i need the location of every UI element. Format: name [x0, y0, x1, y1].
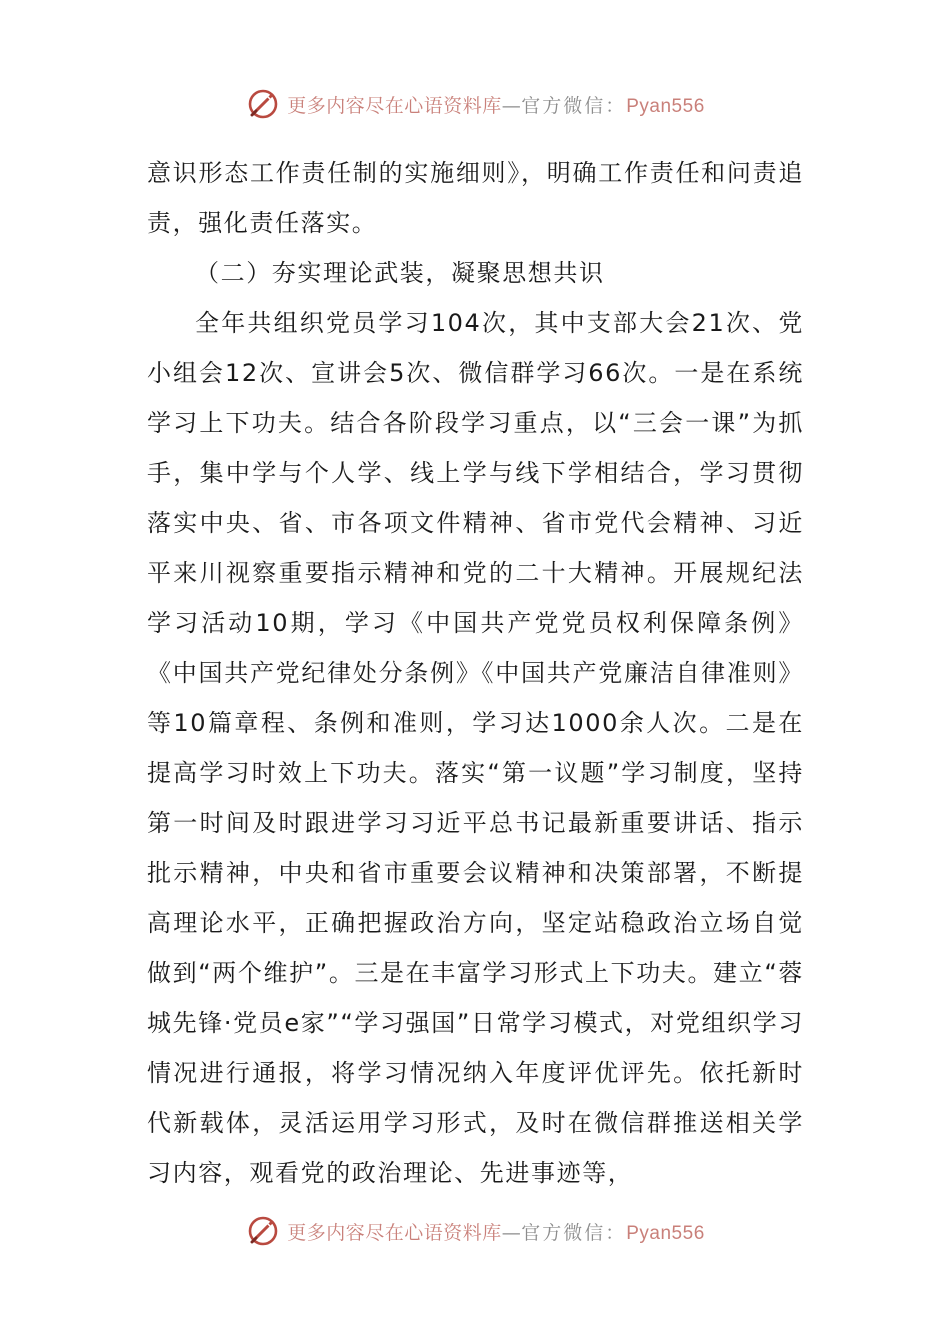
paragraph-body: 全年共组织党员学习104次，其中支部大会21次、党小组会12次、宣讲会5次、微信群学习66次。一是在系统学习上下功夫。结合各阶段学习重点，以“三会一课”为抓手，集中学与个人学、线上学与线下学相结合，学习贯彻落实中央、省、市各项文件精神、省市党代会精神、习近平来川视察重要指示精神和党的二十大精神。开展规纪法学习活动10期，学习《中国共产党党员权利保障条例》《中国共产党纪律处分条例》《中国共产党廉洁自律准则》等10篇章程、条例和准则，学习达1000余人次。二是在提高学习时效上下功夫。落实“第一议题”学习制度，坚持第一时间及时跟进学习习近平总书记最新重要讲话、指示批示精神，中央和省市重要会议精神和决策部署，不断提高理论水平，正确把握政治方向，坚定站稳政治立场自觉做到“两个维护”。三是在丰富学习形式上下功夫。建立“蓉城先锋·党员e家”“学习强国”日常学习模式，对党组织学习情况进行通报，将学习情况纳入年度评优评先。依托新时代新载体，灵活运用学习形式，及时在微信群推送相关学习内容，观看党的政治理论、先进事迹等，	[147, 309, 804, 1187]
watermark-account: Pyan556	[626, 95, 705, 117]
pen-logo-icon	[245, 1213, 281, 1249]
watermark-brand: 更多内容尽在心语资料库	[287, 94, 502, 117]
watermark-separator: —	[501, 94, 522, 117]
document-body	[147, 148, 804, 1198]
watermark-separator: —	[501, 1221, 522, 1244]
pen-logo-icon	[245, 86, 281, 122]
paragraph-continuation: 意识形态工作责任制的实施细则》，明确工作责任和问责追责，强化责任落实。	[147, 159, 804, 237]
watermark-label: 官方微信：	[521, 1221, 627, 1244]
section-heading: （二）夯实理论武装，凝聚思想共识	[195, 259, 605, 287]
watermark-brand: 更多内容尽在心语资料库	[287, 1221, 502, 1244]
watermark-footer	[0, 1211, 950, 1251]
watermark-label: 官方微信：	[521, 94, 627, 117]
watermark-header	[0, 84, 950, 124]
watermark-account: Pyan556	[626, 1222, 705, 1244]
